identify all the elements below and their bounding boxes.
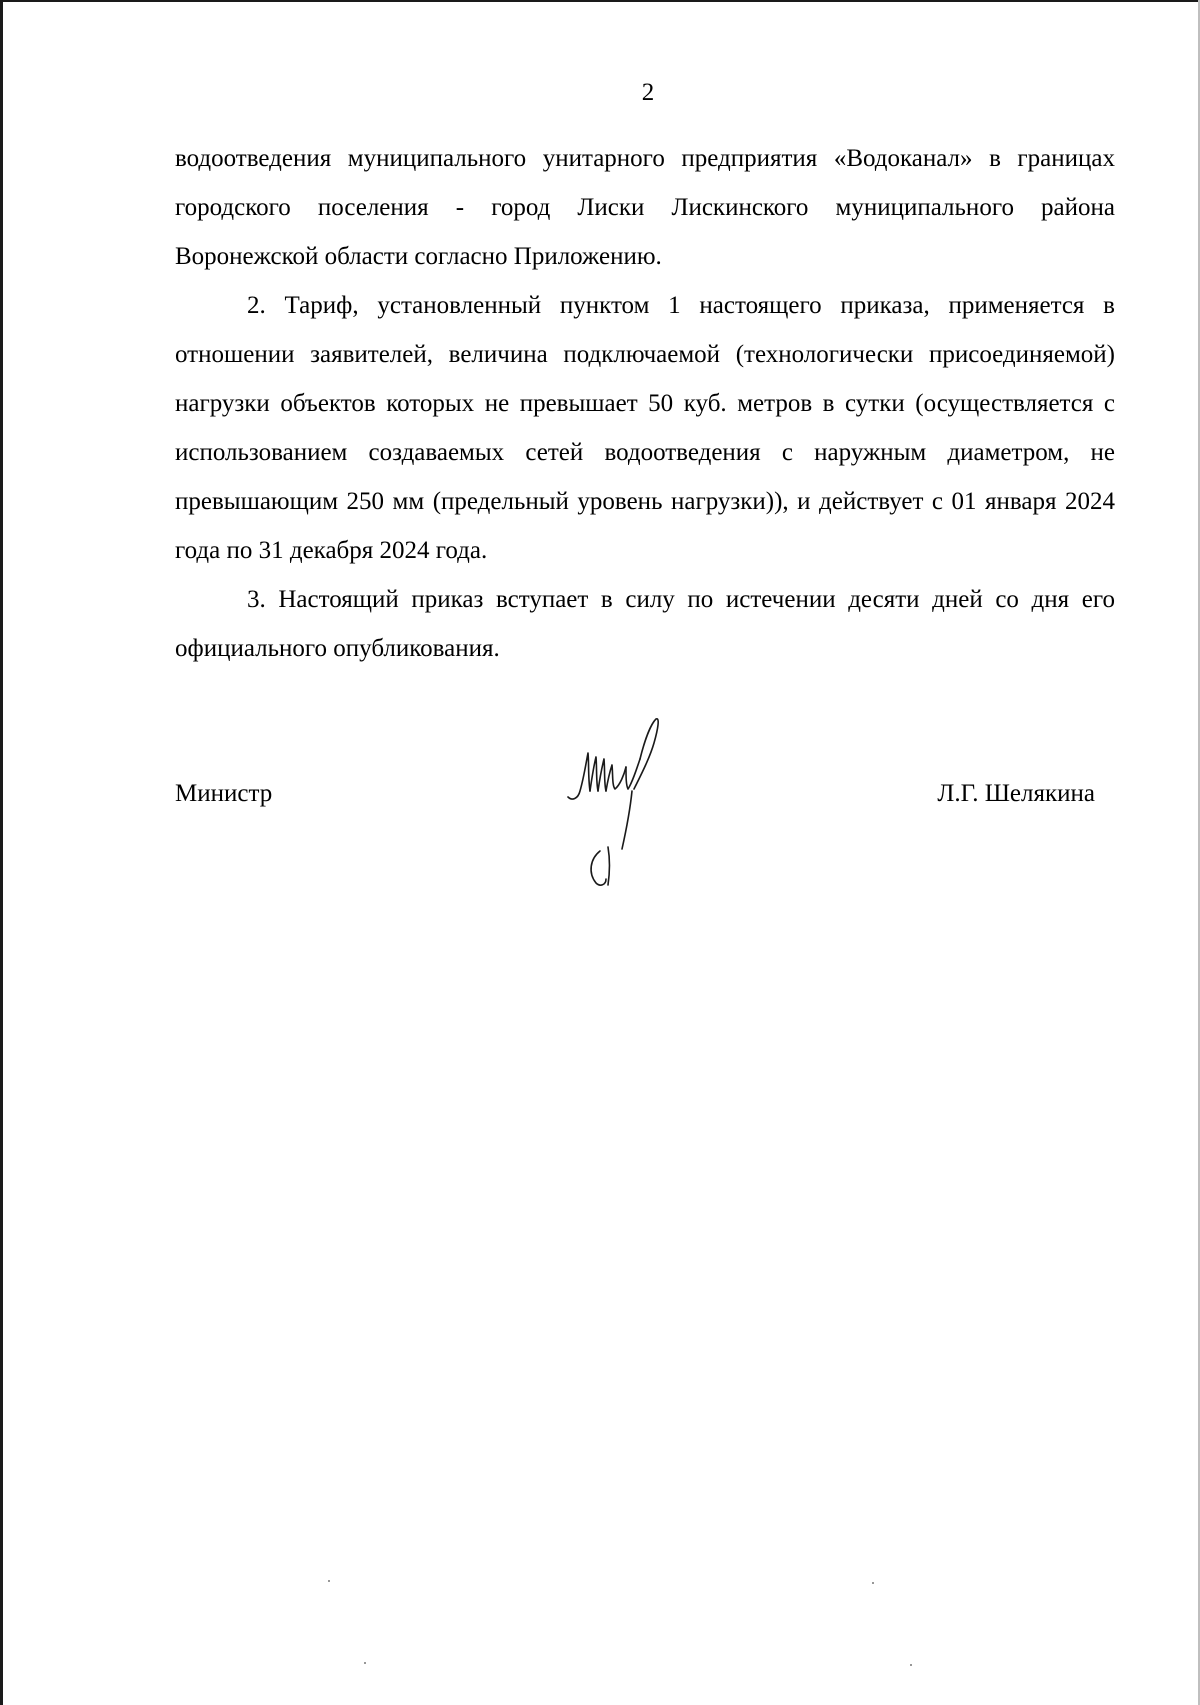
handwritten-signature bbox=[560, 715, 680, 895]
scan-speck bbox=[364, 1662, 366, 1664]
scan-speck bbox=[910, 1664, 912, 1666]
paragraph-2: 2. Тариф, установленный пунктом 1 настоящего приказа, применяется в отношении заявителей, величина подключаемой (технологически присоединяемой) нагрузки объектов которых не превышает 50 куб. метров в сутки (осуществляется с использованием создаваемых сетей водоотведения с наружным диаметром, не превышающим 250 мм (предельный уровень нагрузки)), и действует с 01 января 2024 года по 31 декабря 2024 года. bbox=[175, 292, 1115, 564]
scan-speck bbox=[328, 1580, 330, 1582]
paragraph-1: водоотведения муниципального унитарного предприятия «Водоканал» в границах городского поселения - город Лиски Лискинского муниципального района Воронежской области согласно Приложению. bbox=[175, 145, 1115, 270]
paragraph-3: 3. Настоящий приказ вступает в силу по истечении десяти дней со дня его официального опубликования. bbox=[175, 586, 1115, 662]
signatory-position: Министр bbox=[175, 780, 273, 807]
document-body bbox=[175, 134, 1115, 673]
scan-speck bbox=[872, 1582, 874, 1584]
scan-edge-top bbox=[0, 0, 1200, 2]
scan-edge-left bbox=[0, 0, 3, 1705]
signatory-name: Л.Г. Шелякина bbox=[937, 780, 1095, 807]
page-number: 2 bbox=[641, 79, 655, 106]
